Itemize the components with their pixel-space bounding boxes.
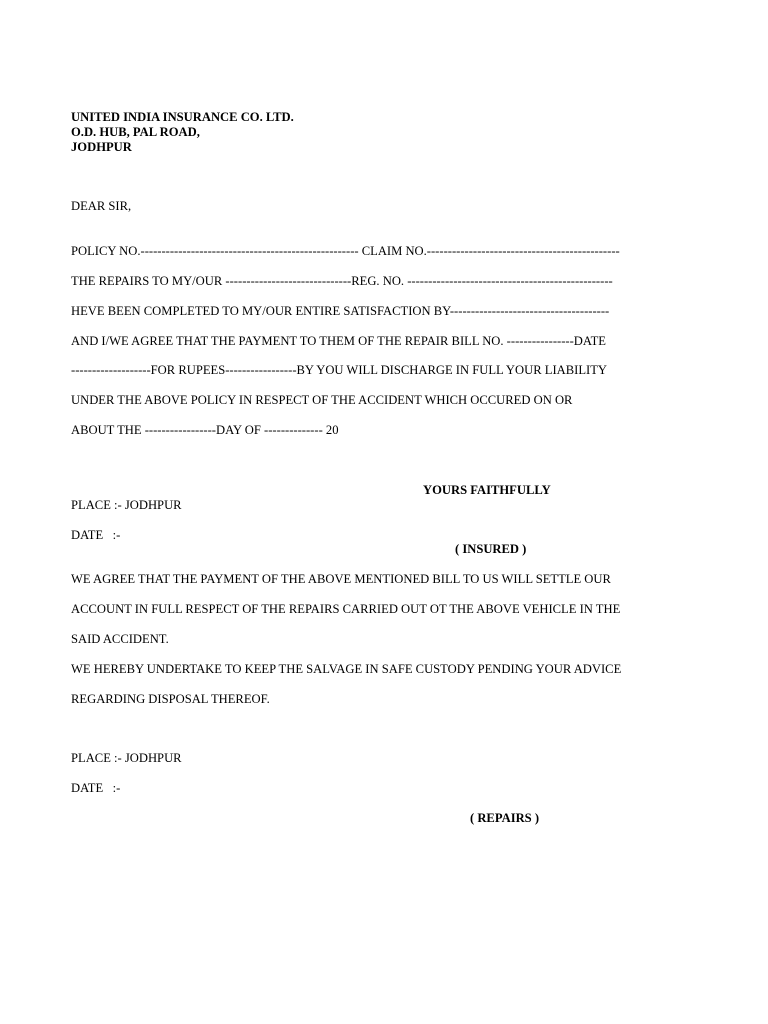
repairer-place: PLACE :- JODHPUR — [71, 751, 182, 765]
insured-date: DATE :- — [71, 528, 121, 542]
insured-place: PLACE :- JODHPUR — [71, 498, 182, 512]
repairer-line-5: REGARDING DISPOSAL THEREOF. — [71, 692, 270, 706]
body-line-policy-claim: POLICY NO.---------------------------------------------------- CLAIM NO.---------------------------------------------- — [71, 244, 620, 258]
addressee-name: UNITED INDIA INSURANCE CO. LTD. — [71, 110, 294, 124]
insured-signatory: ( INSURED ) — [455, 542, 527, 556]
repairer-line-2: ACCOUNT IN FULL RESPECT OF THE REPAIRS CARRIED OUT OT THE ABOVE VEHICLE IN THE — [71, 602, 621, 616]
body-line-accident-date: ABOUT THE -----------------DAY OF -------------- 20 — [71, 423, 339, 437]
repairer-line-1: WE AGREE THAT THE PAYMENT OF THE ABOVE MENTIONED BILL TO US WILL SETTLE OUR — [71, 572, 611, 586]
body-line-agreement: AND I/WE AGREE THAT THE PAYMENT TO THEM OF THE REPAIR BILL NO. ----------------DATE — [71, 334, 606, 348]
body-line-rupees: -------------------FOR RUPEES-----------------BY YOU WILL DISCHARGE IN FULL YOUR LIABILITY — [71, 363, 608, 377]
repairer-line-4: WE HEREBY UNDERTAKE TO KEEP THE SALVAGE IN SAFE CUSTODY PENDING YOUR ADVICE — [71, 662, 622, 676]
body-line-policy-accident: UNDER THE ABOVE POLICY IN RESPECT OF THE ACCIDENT WHICH OCCURED ON OR — [71, 393, 573, 407]
repairer-line-3: SAID ACCIDENT. — [71, 632, 169, 646]
repairer-signatory: ( REPAIRS ) — [470, 811, 540, 825]
body-line-repairs-reg: THE REPAIRS TO MY/OUR ------------------------------REG. NO. ------------------------------------------------- — [71, 274, 613, 288]
salutation: DEAR SIR, — [71, 199, 132, 213]
repairer-date: DATE :- — [71, 781, 121, 795]
addressee-address: O.D. HUB, PAL ROAD, — [71, 125, 200, 139]
closing-yours-faithfully: YOURS FAITHFULLY — [423, 483, 551, 497]
addressee-city: JODHPUR — [71, 140, 132, 154]
body-line-completed: HEVE BEEN COMPLETED TO MY/OUR ENTIRE SATISFACTION BY-------------------------------------- — [71, 304, 610, 318]
